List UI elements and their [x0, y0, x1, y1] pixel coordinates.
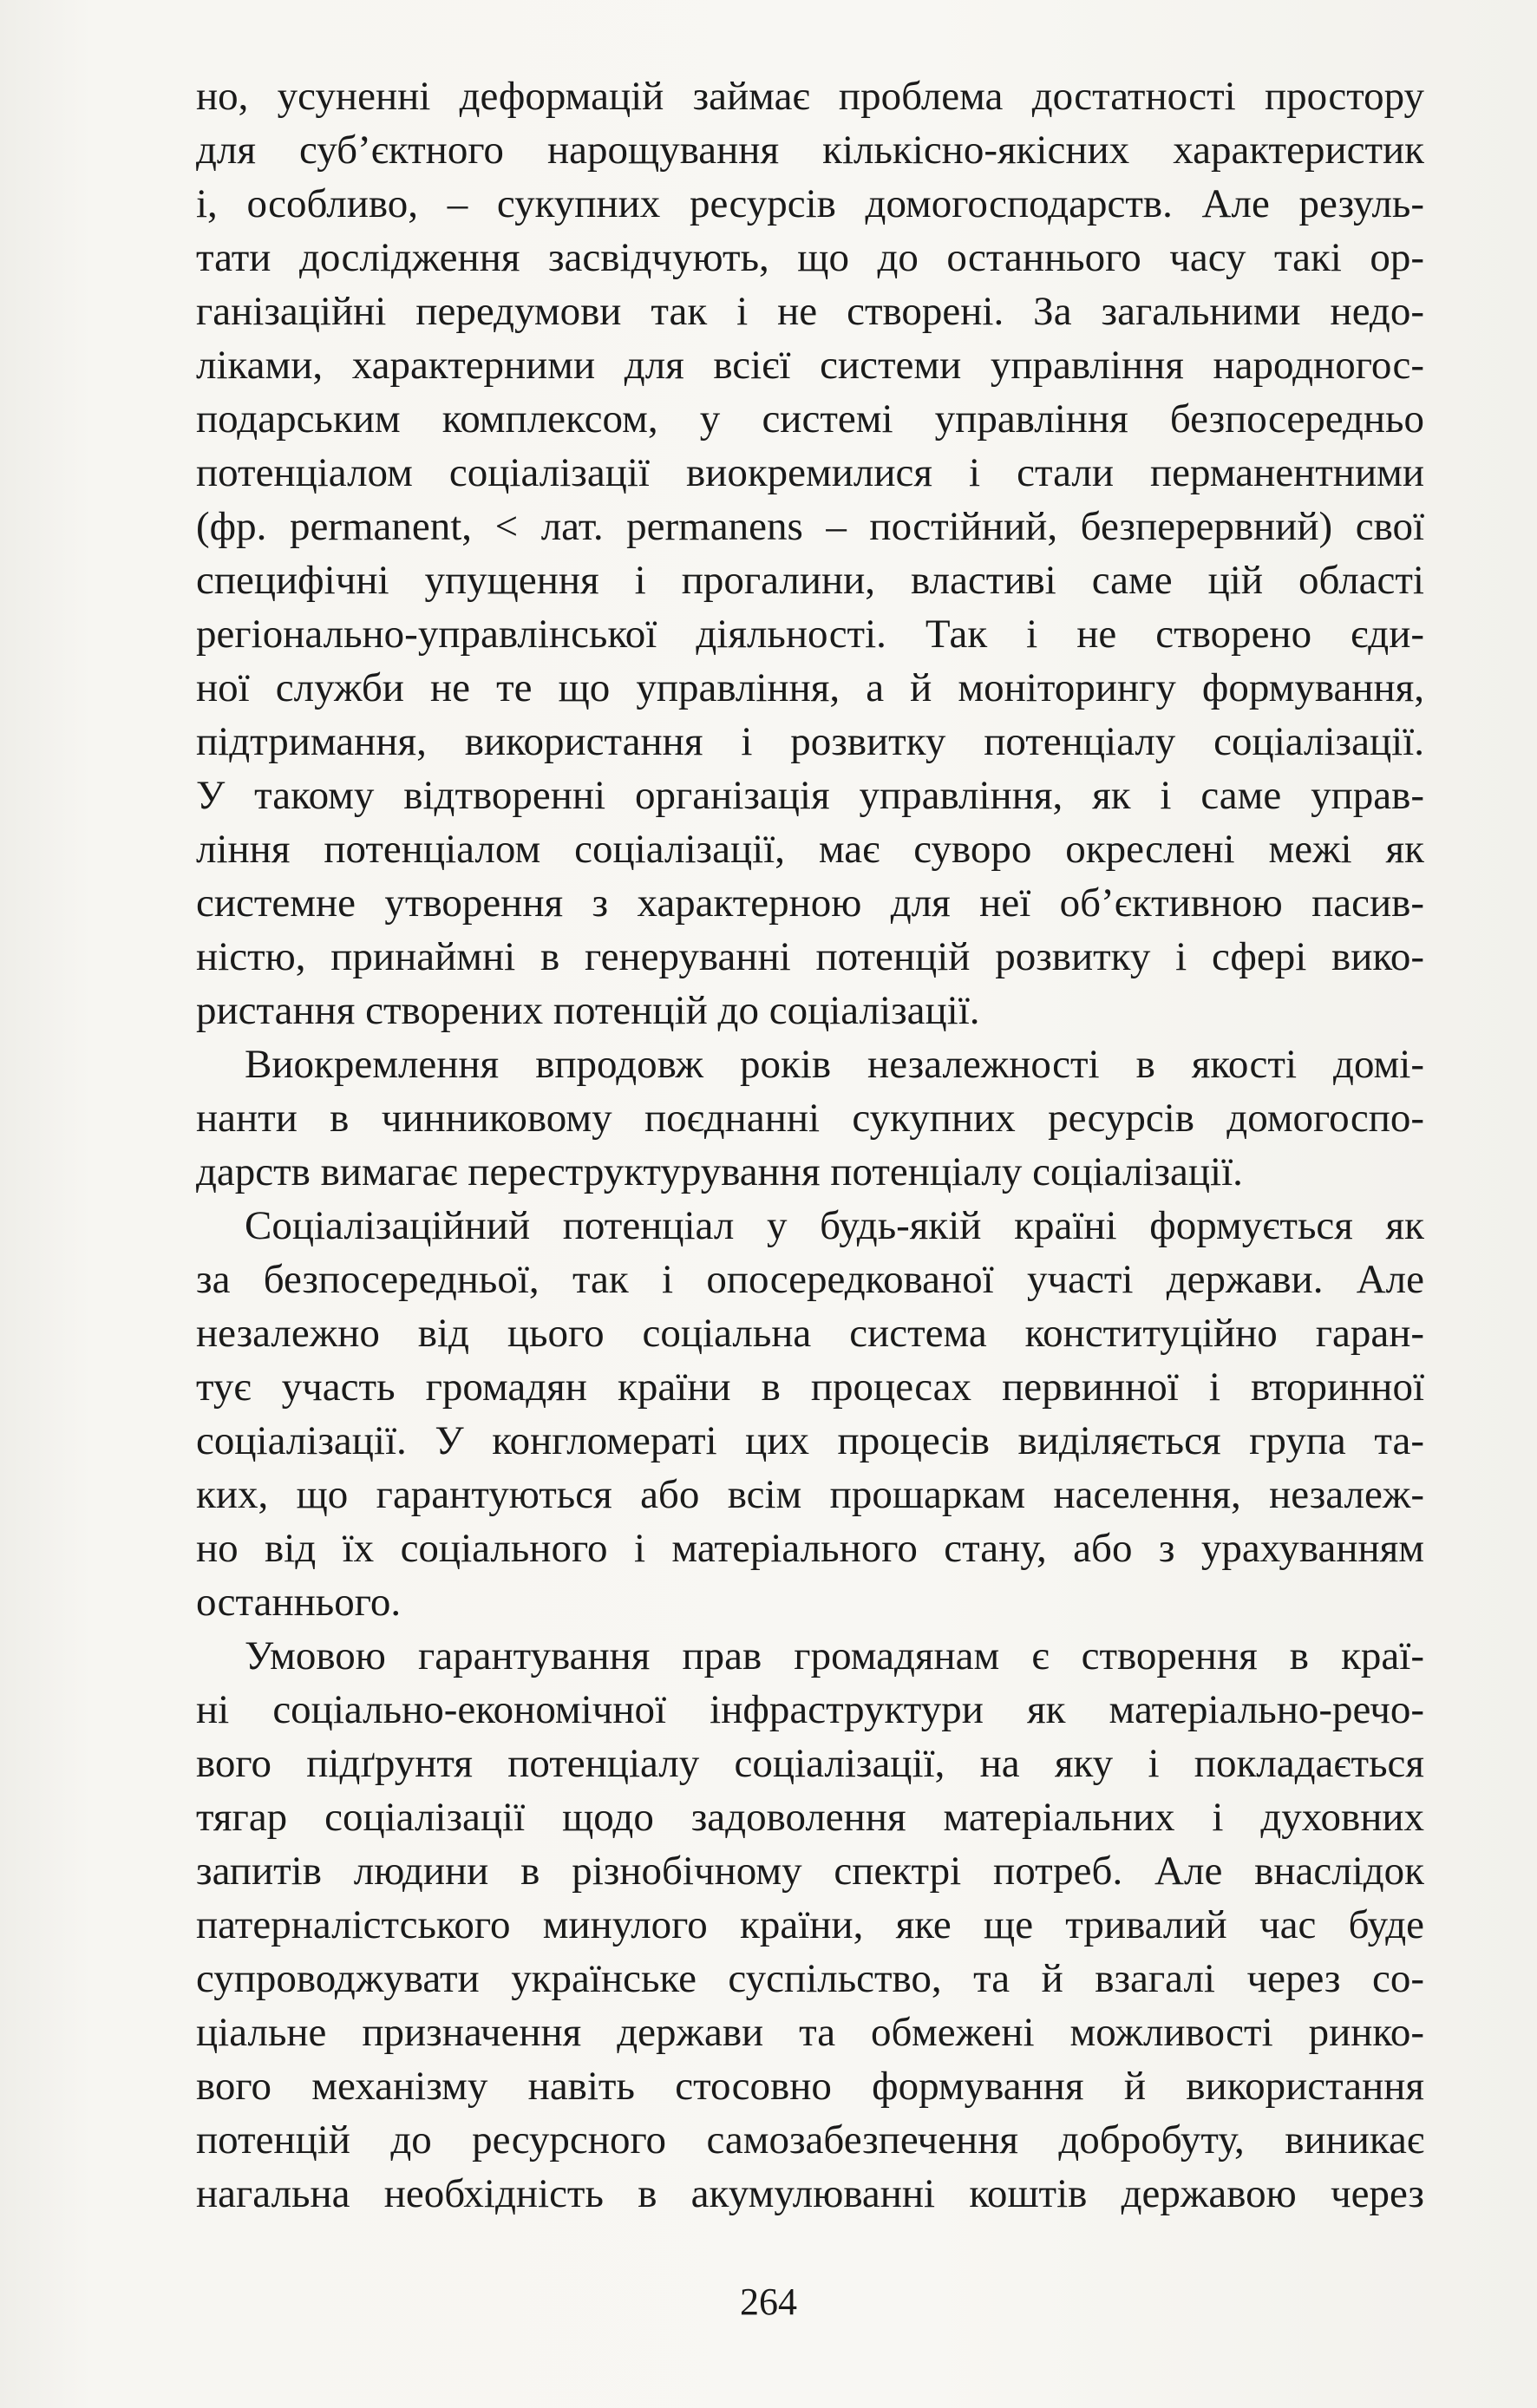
text-line: супроводжувати українське суспільство, та й взагалі через со- [196, 1956, 1424, 2001]
text-line: запитів людини в різнобічному спектрі потреб. Але внаслідок [196, 1849, 1424, 1894]
text-line: вого підґрунтя потенціалу соціалізації, на яку і покладається [196, 1741, 1424, 1786]
body-text [196, 69, 1424, 2221]
text-line: ної служби не те що управління, а й моніторингу формування, [196, 665, 1424, 710]
text-line: специфічні упущення і прогалини, властиві саме цій області [196, 558, 1424, 603]
text-line: тує участь громадян країни в процесах первинної і вторинної [196, 1364, 1424, 1410]
text-line: нанти в чинниковому поєднанні сукупних ресурсів домогоспо- [196, 1096, 1424, 1141]
text-line: ні соціально-економічної інфраструктури як матеріально-речо- [196, 1687, 1424, 1732]
text-line: для суб’єктного нарощування кількісно-якісних характеристик [196, 128, 1424, 173]
paragraph-4 [196, 1629, 1424, 2221]
text-line: Умовою гарантування прав громадянам є створення в краї- [245, 1633, 1424, 1678]
text-line: Виокремлення впродовж років незалежності в якості домі- [245, 1042, 1424, 1087]
text-line: нагальна необхідність в акумулюванні коштів державою через [196, 2171, 1424, 2216]
text-line: (фр. permanent, < лат. permanens – постійний, безперервний) свої [196, 504, 1424, 549]
text-line: дарств вимагає переструктурування потенціалу соціалізації. [196, 1149, 1243, 1194]
text-line: ристання створених потенцій до соціалізації. [196, 988, 980, 1033]
text-line: і, особливо, – сукупних ресурсів домогосподарств. Але резуль- [196, 181, 1424, 226]
text-line: тягар соціалізації щодо задоволення матеріальних і духовних [196, 1795, 1424, 1840]
text-line: незалежно від цього соціальна система конституційно гаран- [196, 1311, 1424, 1356]
text-line: Соціалізаційний потенціал у будь-якій країні формується як [245, 1203, 1424, 1248]
text-line: останнього. [196, 1580, 402, 1625]
text-line: за безпосередньої, так і опосередкованої участі держави. Але [196, 1257, 1424, 1302]
text-line: подарським комплексом, у системі управління безпосередньо [196, 396, 1424, 442]
text-line: потенціалом соціалізації виокремилися і стали перманентними [196, 450, 1424, 495]
text-line: патерналістського минулого країни, яке ще тривалий час буде [196, 1902, 1424, 1947]
page-number: 264 [740, 2280, 797, 2323]
text-line: но, усуненні деформацій займає проблема достатності простору [196, 74, 1424, 119]
paragraph-3 [196, 1199, 1424, 1629]
text-line: ліками, характерними для всієї системи управління народногос- [196, 343, 1424, 388]
paragraph-2 [196, 1037, 1424, 1199]
text-line: ціальне призначення держави та обмежені можливості ринко- [196, 2010, 1424, 2055]
text-line: системне утворення з характерною для неї об’єктивною пасив- [196, 880, 1424, 926]
text-line: ганізаційні передумови так і не створені. За загальними недо- [196, 289, 1424, 334]
text-line: ких, що гарантуються або всім прошаркам населення, незалеж- [196, 1472, 1424, 1517]
text-line: підтримання, використання і розвитку потенціалу соціалізації. [196, 719, 1424, 764]
text-line: соціалізації. У конгломераті цих процесів виділяється група та- [196, 1418, 1424, 1463]
text-line: вого механізму навіть стосовно формування й використання [196, 2064, 1424, 2109]
text-line: ління потенціалом соціалізації, має суворо окреслені межі як [196, 827, 1424, 872]
text-line: тати дослідження засвідчують, що до останнього часу такі ор- [196, 235, 1424, 280]
text-line: ністю, принаймні в генеруванні потенцій розвитку і сфері вико- [196, 934, 1424, 979]
paragraph-1 [196, 69, 1424, 1037]
text-line: регіонально-управлінської діяльності. Так і не створено єди- [196, 612, 1424, 657]
text-line: У такому відтворенні організація управління, як і саме управ- [196, 773, 1424, 818]
text-line: но від їх соціального і матеріального стану, або з урахуванням [196, 1526, 1424, 1571]
text-line: потенцій до ресурсного самозабезпечення добробуту, виникає [196, 2117, 1424, 2163]
